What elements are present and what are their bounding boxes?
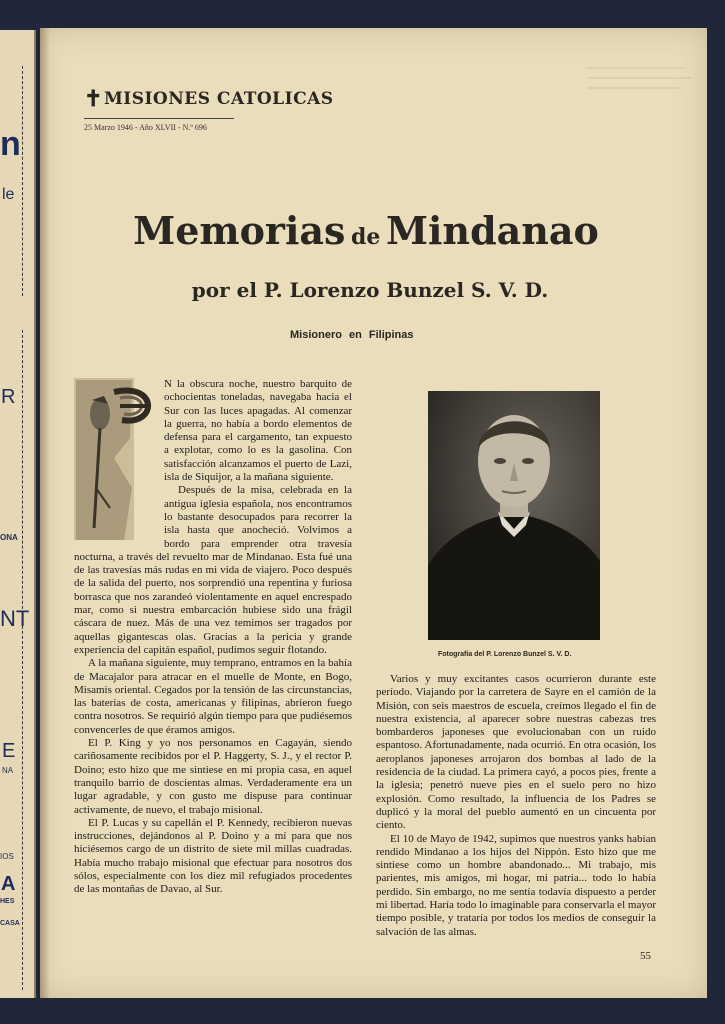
- ad-fragment: IOS: [0, 852, 14, 861]
- portrait-photo: [428, 391, 600, 640]
- paragraph: El P. Lucas y su capellán el P. Kennedy, recibieron nuevas instrucciones, dejándonos al P. Doino y a mí para que nos hiciésemos cargo de un distrito de siete mil millas cuadradas. Había mucho trabajo misional que efectuar para nosotros dos sólos, especialmente con los diez mil refugiados procedentes de las montañas de Davao, al Sur.: [74, 816, 352, 896]
- ad-border: [22, 66, 23, 296]
- ad-fragment: A: [1, 873, 16, 895]
- cross-icon: ✝: [84, 86, 103, 112]
- paragraph: A la mañana siguiente, muy temprano, entramos en la bahía de Macajalor para atracar en el muelle de Monte, en Bogo, Misamis oriental. Cegados por la tensión de las circunstancias, las baterías de costa, americanas y filipinas, abrieron fuego contra nosotros. Se requirió algún tiempo para que pudiésemos convencerles de que éramos amigos.: [74, 657, 352, 736]
- article-byline: por el P. Lorenzo Bunzel S. V. D.: [191, 278, 549, 302]
- masthead-rule: [84, 118, 234, 119]
- issue-date: 25 Marzo 1946 - Año XLVII - N.º 696: [84, 123, 207, 132]
- article-subtitle: Misionero en Filipinas: [290, 329, 414, 341]
- ad-fragment: E: [2, 740, 16, 762]
- magazine-name: MISIONES CATOLICAS: [103, 89, 334, 109]
- paragraph: El 10 de Mayo de 1942, supimos que nuestros yanks habían rendido Mindanao a los hijos del Nippón. Esto hizo que me sintiese como un hombre abandonado... Mi trabajo, mis parientes, mis amigos, mi hogar, mi patria... todo lo había perdido. Sin embargo, no me sentía todavía dispuesto a perder mi libertad. Haría todo lo imaginable para conservarla el mayor tiempo posible, y trataría por todos los medios de conseguir la salvación de las almas.: [376, 832, 656, 938]
- text-column-right: [376, 673, 656, 939]
- photo-caption: Fotografía del P. Lorenzo Bunzel S. V. D.: [438, 651, 572, 658]
- ad-fragment: ONA: [0, 533, 18, 542]
- masthead: [84, 86, 334, 132]
- ad-fragment: HES: [0, 898, 15, 905]
- ad-fragment: le: [2, 186, 15, 203]
- magazine-logo: [84, 86, 334, 112]
- paragraph: El P. King y yo nos personamos en Cagayán, siendo cariñosamente recibidos por el P. Haggerty, S. J., y el rector P. Doino; esto hizo que me sintiese en mi propia casa, en aquel tranquilo barrio de doscientas almas. Verdaderamente era un lugar agradable, y con gusto me dispuse para continuar activamente, de nuevo, el trabajo misional.: [74, 737, 352, 816]
- adjacent-page-edge: [0, 30, 36, 998]
- initial-illustration: [74, 378, 158, 540]
- ad-fragment: NA: [2, 766, 14, 775]
- bleed-through-texture: [585, 60, 695, 100]
- ad-fragment: n: [0, 125, 21, 163]
- title-connector: de: [350, 224, 381, 250]
- ad-border: [22, 330, 23, 990]
- paragraph: N la obscura noche, nuestro barquito de ochocientas toneladas, navegaba hacia el Sur con las luces apagadas. Al comenzar la guerra, no había a bordo elementos de defensa para el cargamento, tan expuesto a explotar, como lo es la gasolina. Con satisfacción alcanzamos el puerto de Lazi, isla de Siquijor, a la mañana siguiente.: [164, 378, 352, 484]
- text-column-left: [74, 378, 352, 897]
- title-word-1: Memorias: [133, 208, 346, 253]
- article-title: [78, 208, 654, 253]
- page-number: 55: [640, 950, 651, 962]
- page-gutter-shadow: [40, 28, 50, 998]
- ad-fragment: R: [1, 386, 16, 408]
- ad-fragment: NT: [0, 606, 30, 631]
- paragraph: Después de la misa, celebrada en la antigua iglesia española, nos encontramos lo bastante desocupados para recorrer la isla hasta que anocheció. Volvimos a bordo para emprender otra travesía nocturna, a través del revuelto mar de Mindanao. Esta fué una de las travesías más rudas en mi vida de viajero. Poco después de la salida del puerto, nos sorprendió una repentina y furiosa borrasca que nos zarandeó violentamente en aquel encrespado mar, como si nuestra embarcación hubiese sido una frágil cáscara de nuez. Más de una vez temimos ser tragados por aquellas gigantescas olas. Gracias a la pericia y grande experiencia del capitán español, pudimos seguir flotando.: [74, 484, 352, 656]
- paragraph: Varios y muy excitantes casos ocurrieron durante este período. Viajando por la carretera de Sayre en el camión de la Misión, con seis maestros de escuela, creímos llegado el fin de nuestra existencia, al aparecer sobre nuestras cabezas tres bombarderos japoneses que evolucionaban con un ruido espantoso. Afortunadamente, nada ocurrió. En otra ocasión, los aeroplanos japoneses arrojaron dos bombas al lado de la residencia de la ciudad. La primera cayó, a pocos pies, frente a la iglesia; penetró nueve pies en el suelo pero no hizo explosión. Como resultado, la influencia de los Padres se duplicó y la moral del pueblo aumentó en un cincuenta por ciento.: [376, 673, 656, 832]
- title-word-2: Mindanao: [385, 208, 599, 253]
- ad-fragment: CASA: [0, 920, 20, 927]
